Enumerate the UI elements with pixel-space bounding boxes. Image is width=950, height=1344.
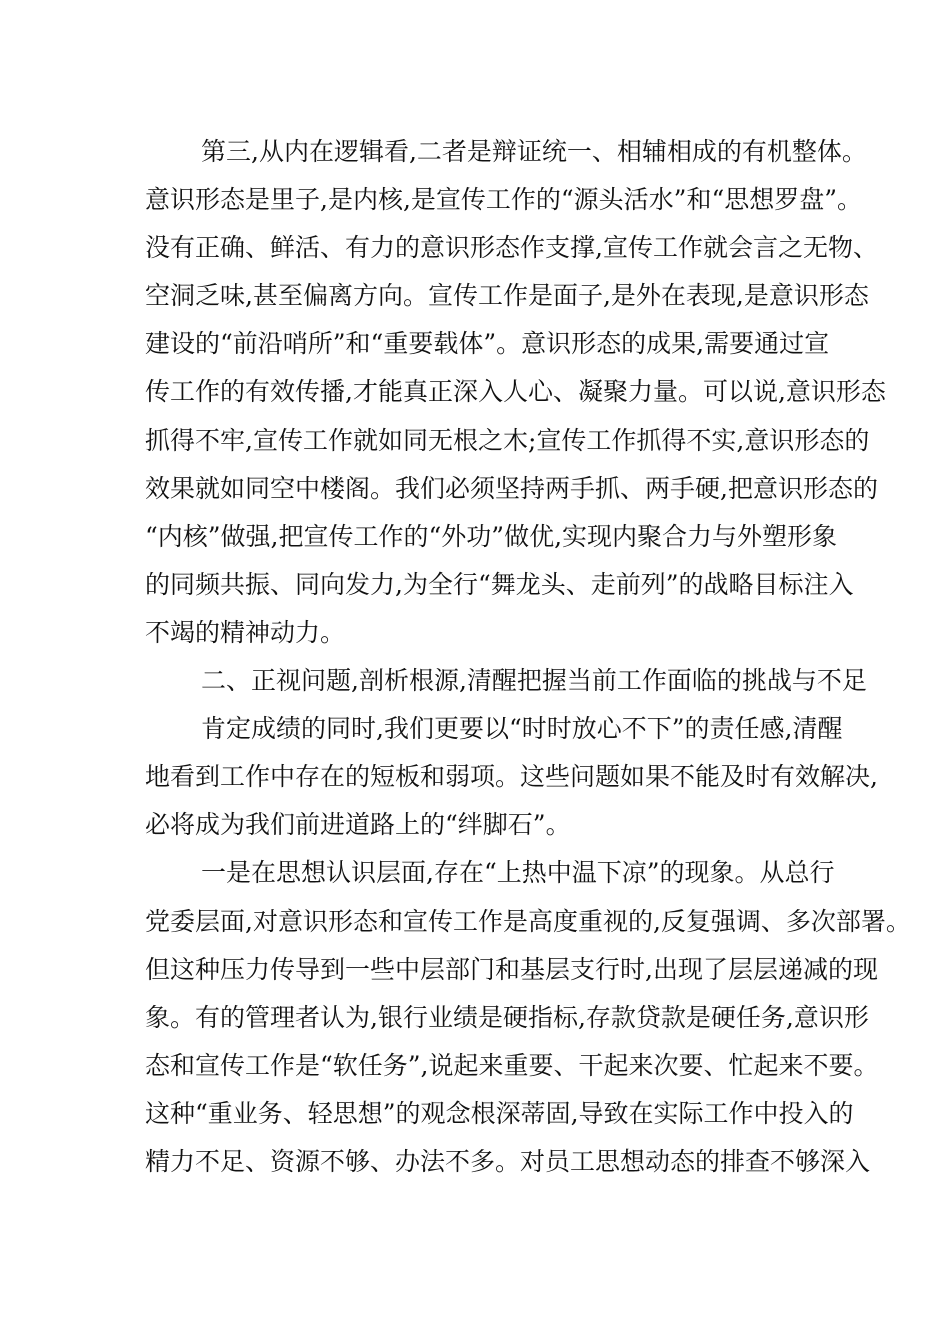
paragraph-line: 建设的“前沿哨所”和“重要载体”。意识形态的成果,需要通过宣 bbox=[145, 329, 830, 359]
paragraph-line: 地看到工作中存在的短板和弱项。这些问题如果不能及时有效解决, bbox=[145, 762, 878, 792]
paragraph-line: 没有正确、鲜活、有力的意识形态作支撑,宣传工作就会言之无物、 bbox=[145, 233, 878, 263]
paragraph-line: 这种“重业务、轻思想”的观念根深蒂固,导致在实际工作中投入的 bbox=[145, 1098, 854, 1128]
section-heading: 二、正视问题,剖析根源,清醒把握当前工作面临的挑战与不足 bbox=[201, 666, 867, 696]
paragraph-line: 精力不足、资源不够、办法不多。对员工思想动态的排查不够深入 bbox=[145, 1146, 871, 1176]
paragraph-line: 一是在思想认识层面,存在“上热中温下凉”的现象。从总行 bbox=[201, 858, 835, 888]
paragraph-line: 但这种压力传导到一些中层部门和基层支行时,出现了层层递减的现 bbox=[145, 954, 878, 984]
paragraph-line: 必将成为我们前进道路上的“绊脚石”。 bbox=[145, 810, 571, 840]
paragraph-line: 象。有的管理者认为,银行业绩是硬指标,存款贷款是硬任务,意识形 bbox=[145, 1002, 869, 1032]
paragraph-line: 肯定成绩的同时,我们更要以“时时放心不下”的责任感,清醒 bbox=[201, 714, 843, 744]
paragraph-line: 抓得不牢,宣传工作就如同无根之木;宣传工作抓得不实,意识形态的 bbox=[145, 425, 870, 455]
paragraph-line: 效果就如同空中楼阁。我们必须坚持两手抓、两手硬,把意识形态的 bbox=[145, 473, 878, 503]
paragraph-line: 不竭的精神动力。 bbox=[145, 617, 346, 647]
paragraph-line: 意识形态是里子,是内核,是宣传工作的“源头活水”和“思想罗盘”。 bbox=[145, 185, 863, 215]
paragraph-line: “内核”做强,把宣传工作的“外功”做优,实现内聚合力与外塑形象 bbox=[145, 521, 838, 551]
paragraph-line: 的同频共振、同向发力,为全行“舞龙头、走前列”的战略目标注入 bbox=[145, 569, 854, 599]
paragraph-line: 态和宣传工作是“软任务”,说起来重要、干起来次要、忙起来不要。 bbox=[145, 1050, 879, 1080]
paragraph-line: 传工作的有效传播,才能真正深入人心、凝聚力量。可以说,意识形态 bbox=[145, 377, 886, 407]
paragraph-line: 空洞乏味,甚至偏离方向。宣传工作是面子,是外在表现,是意识形态 bbox=[145, 281, 869, 311]
document-body bbox=[145, 128, 911, 1186]
paragraph-line: 第三,从内在逻辑看,二者是辩证统一、相辅相成的有机整体。 bbox=[201, 137, 867, 166]
paragraph-line: 党委层面,对意识形态和宣传工作是高度重视的,反复强调、多次部署。 bbox=[145, 906, 911, 936]
